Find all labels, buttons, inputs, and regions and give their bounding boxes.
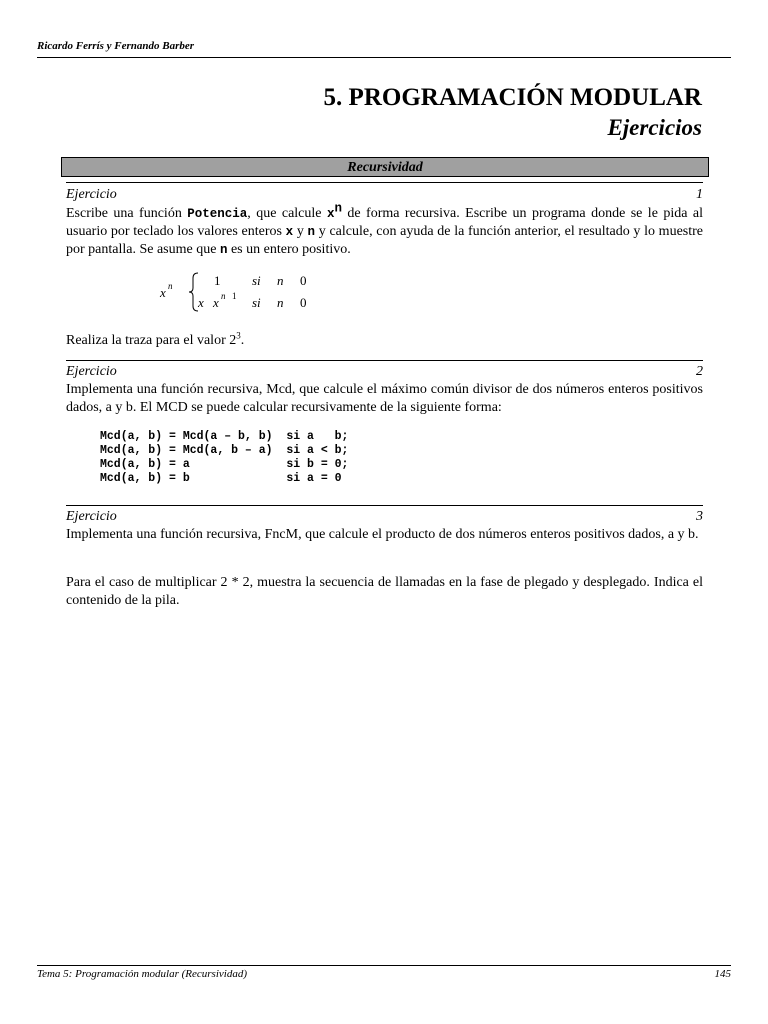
mcd-code-block: Mcd(a, b) = Mcd(a – b, b) si a b; Mcd(a, b) = Mcd(a, b – a) si a < b; Mcd(a, b) = a si b = 0; Mcd(a, b) = b si a = 0 bbox=[100, 430, 349, 485]
exercise-2-header bbox=[66, 364, 703, 380]
exercise-number: 3 bbox=[696, 509, 703, 524]
exercise-1-statement: Escribe una función Potencia, que calcule $x^n$ de forma recursiva. Escribe un programa donde se le pida al usuario por teclado los valores enteros x y n y calcule, con ayuda de la función anterior, el resultado y lo muestre por pantalla. Se asume que n es un entero positivo. bbox=[66, 201, 703, 257]
exercise-number: 1 bbox=[696, 187, 703, 202]
header-rule bbox=[37, 57, 731, 58]
exercise-3-header bbox=[66, 509, 703, 525]
exercise-1-header bbox=[66, 187, 703, 203]
exercise-3-rule bbox=[66, 505, 703, 506]
power-formula: x n 1 si n 0 x x n 1 si n 0 bbox=[160, 273, 307, 310]
exercise-number: 2 bbox=[696, 364, 703, 379]
code-potencia: Potencia bbox=[187, 207, 248, 221]
footer-rule bbox=[37, 965, 731, 966]
footer-chapter: Tema 5: Programación modular (Recursividad) bbox=[37, 968, 247, 980]
exercise-2-statement: Implementa una función recursiva, Mcd, que calcule el máximo común divisor de dos números enteros positivos dados, a y b. El MCD se puede calcular recursivamente de la siguiente forma: bbox=[66, 382, 703, 415]
page-header-author: Ricardo Ferrís y Fernando Barber bbox=[37, 40, 195, 52]
exercise-2-rule bbox=[66, 360, 703, 361]
chapter-subtitle: Ejercicios bbox=[607, 115, 702, 140]
section-banner: Recursividad bbox=[61, 157, 709, 177]
exercise-label: Ejercicio bbox=[66, 509, 117, 524]
exercise-3-task: Para el caso de multiplicar 2 * 2, muestra la secuencia de llamadas en la fase de plegado y desplegado. Indica el contenido de la pila. bbox=[66, 575, 703, 608]
exercise-3-statement: Implementa una función recursiva, FncM, que calcule el producto de dos números enteros positivos dados, a y b. bbox=[66, 527, 699, 542]
exercise-1-rule bbox=[66, 182, 703, 183]
page-number: 145 bbox=[714, 968, 731, 980]
exercise-label: Ejercicio bbox=[66, 187, 117, 202]
exercise-label: Ejercicio bbox=[66, 364, 117, 379]
exercise-1-trace: Realiza la traza para el valor $2^3$. bbox=[66, 330, 245, 348]
chapter-title: 5. PROGRAMACIÓN MODULAR bbox=[323, 84, 702, 111]
